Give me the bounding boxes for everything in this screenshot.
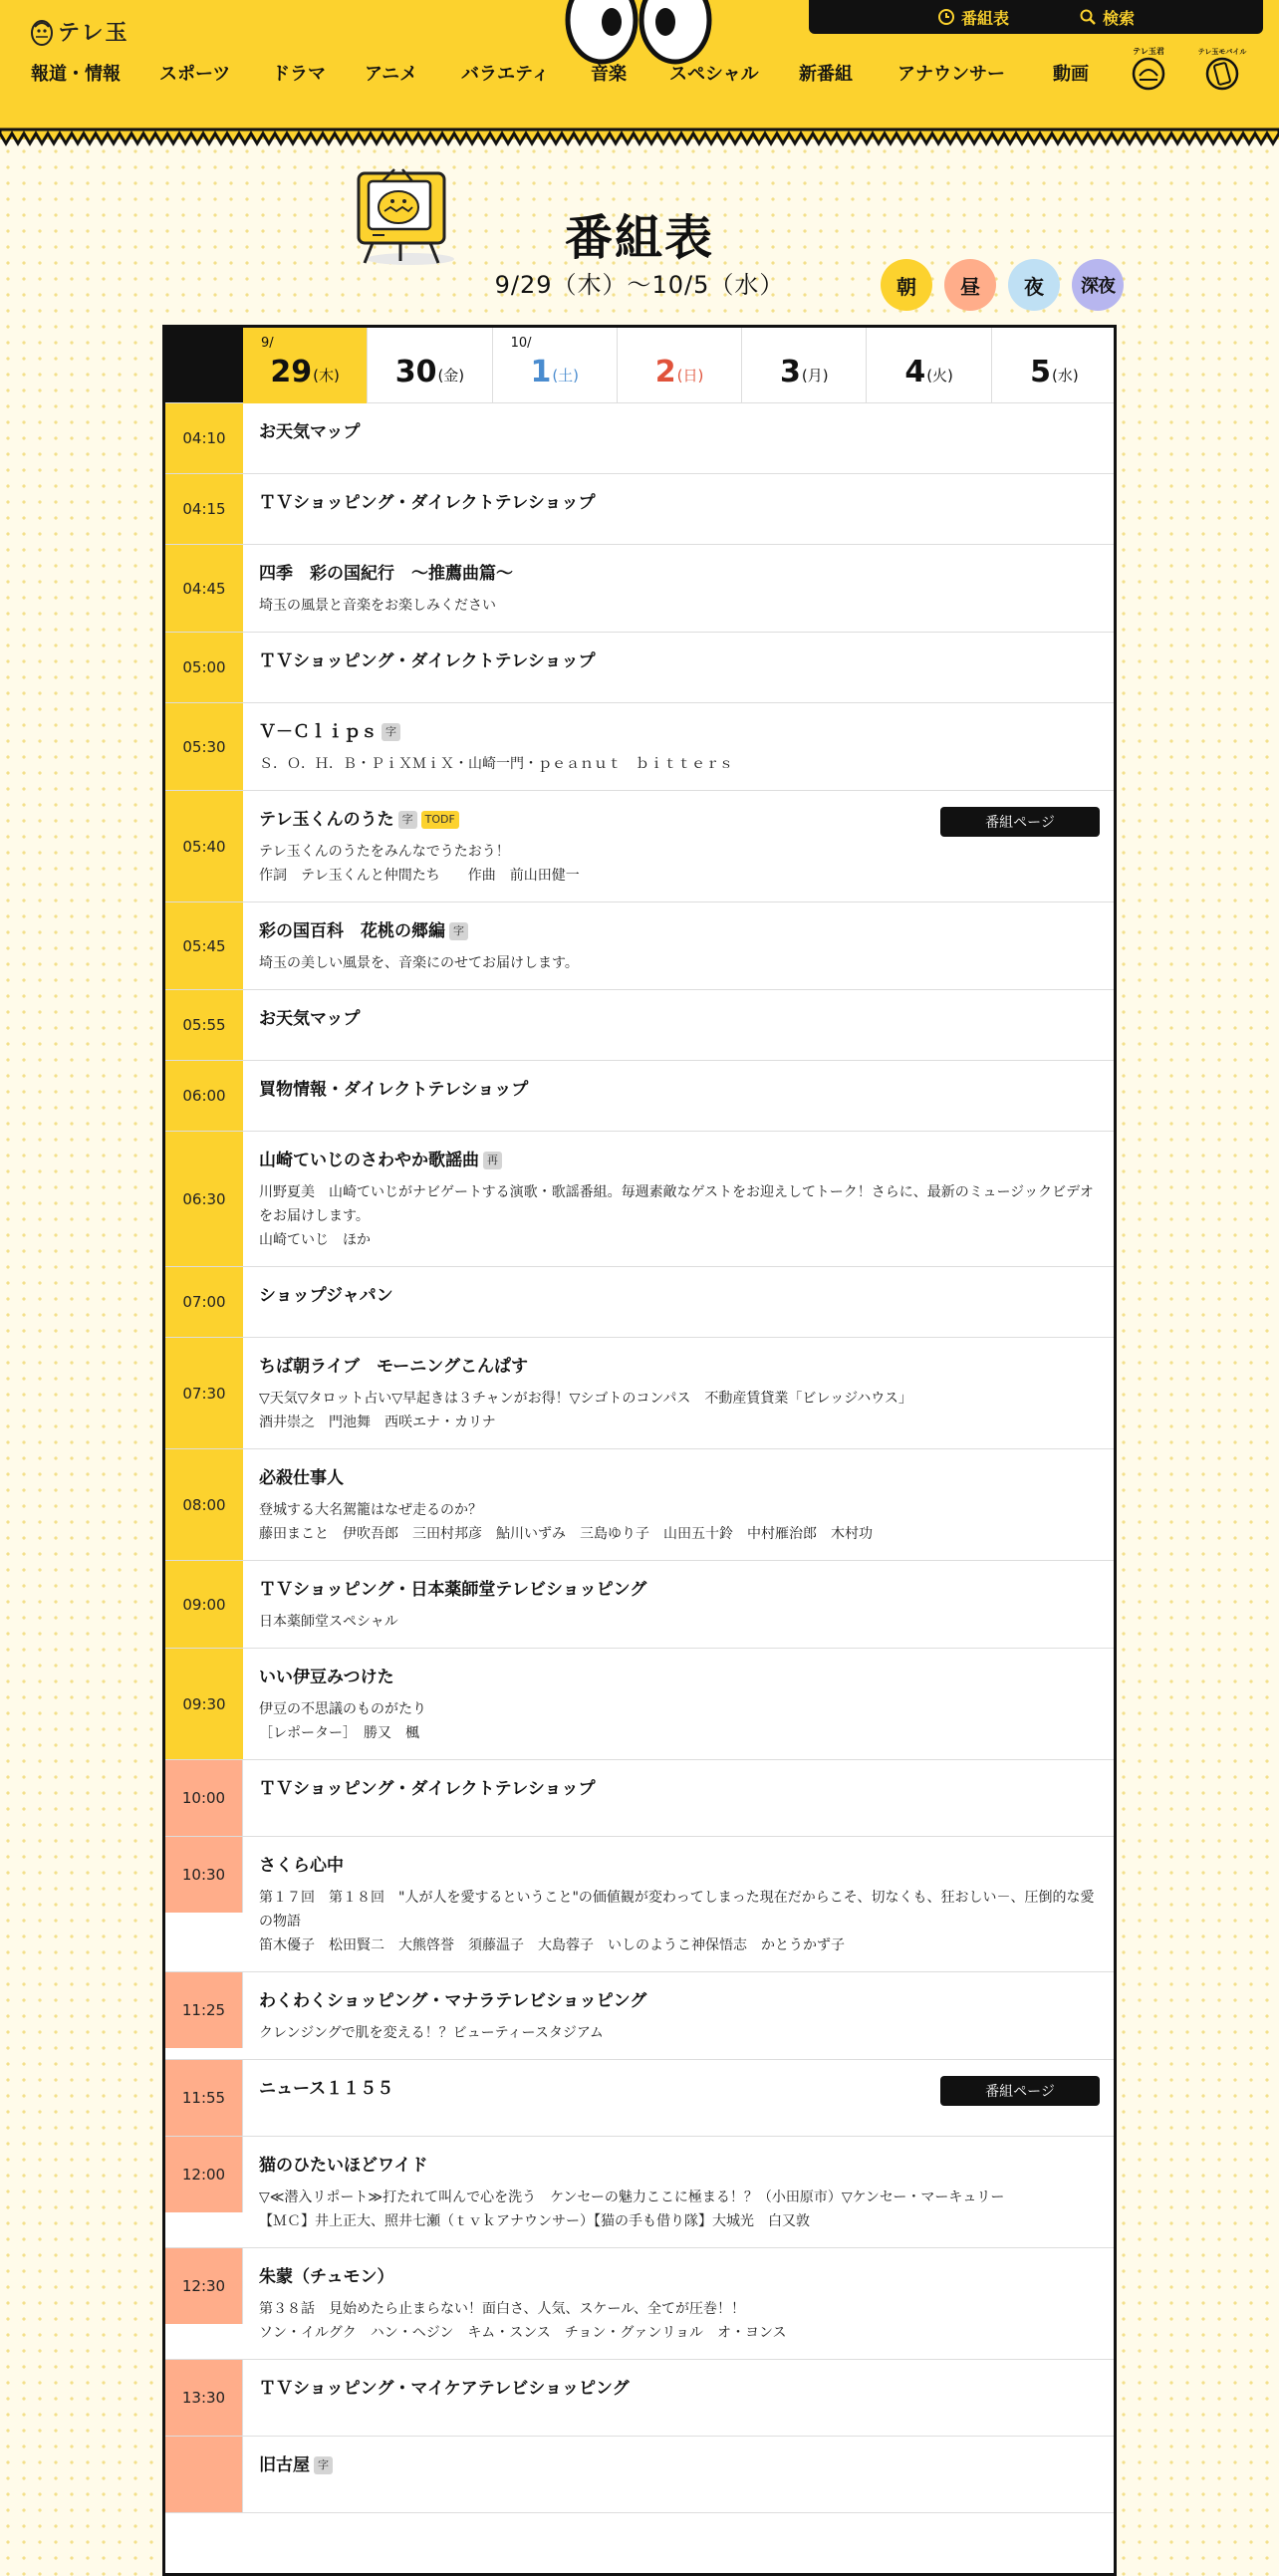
program-title[interactable]: わくわくショッピング・マナラテレビショッピング — [259, 1991, 647, 2011]
day-weekday: (日) — [676, 366, 704, 385]
program-title-row — [259, 2377, 1098, 2401]
program-row[interactable] — [165, 403, 1114, 474]
program-body — [243, 791, 1114, 902]
program-body — [243, 474, 1114, 544]
mascot-eyes-icon — [564, 0, 713, 66]
program-title-row — [259, 1355, 1098, 1379]
program-description: ▽天気▽タロット占い▽早起きは３チャンがお得！▽シゴトのコンパス 不動産賃貸業「ビレッジハウス」 酒井崇之 門池舞 西咲エナ・カリナ — [259, 1391, 912, 1430]
program-title[interactable]: 必殺仕事人 — [259, 1468, 344, 1488]
day-number: 5 — [1030, 355, 1051, 389]
program-time: 04:15 — [165, 474, 243, 544]
program-description: 日本薬師堂スペシャル — [259, 1614, 398, 1630]
program-description: クレンジングで肌を変える！？ビューティースタジアム — [259, 2025, 604, 2041]
program-title-row — [259, 720, 1098, 744]
nav-special[interactable]: スペシャル — [669, 64, 759, 85]
program-body — [243, 633, 1114, 702]
program-time: 10:00 — [165, 1760, 243, 1836]
time-of-day-filter — [881, 259, 1124, 311]
program-row[interactable] — [165, 1561, 1114, 1649]
day-weekday: (水) — [1052, 366, 1079, 385]
program-list — [165, 403, 1114, 2513]
program-badge: TODF — [421, 811, 459, 829]
program-time: 12:00 — [165, 2137, 243, 2212]
program-title-row — [259, 491, 1098, 515]
program-time — [165, 2437, 243, 2512]
program-title[interactable]: ちば朝ライブ モーニングこんぱす — [259, 1357, 528, 1377]
program-title[interactable]: 彩の国百科 花桃の郷編 — [259, 921, 445, 941]
program-title[interactable]: ＴＶショッピング・マイケアテレビショッピング — [259, 2379, 630, 2399]
program-title[interactable]: 買物情報・ダイレクトテレショップ — [259, 1080, 529, 1100]
program-body — [243, 703, 1114, 790]
nav-news[interactable]: 報道・情報 — [31, 64, 121, 85]
nav-sports[interactable]: スポーツ — [159, 64, 231, 85]
program-row[interactable] — [165, 1338, 1114, 1449]
program-title-row — [259, 1007, 1098, 1031]
program-row[interactable] — [165, 2060, 1114, 2137]
site-logo[interactable] — [30, 14, 129, 48]
program-title-row — [259, 2265, 1098, 2289]
program-title-row — [259, 1578, 1098, 1602]
program-time: 12:30 — [165, 2248, 243, 2324]
program-time: 07:30 — [165, 1338, 243, 1448]
program-row[interactable] — [165, 1649, 1114, 1760]
day-number: 4 — [904, 355, 926, 389]
program-description: テレ玉くんのうたをみんなでうたおう！ 作詞 テレ玉くんと仲間たち 作曲 前山田健一 — [259, 844, 580, 884]
program-row[interactable] — [165, 474, 1114, 545]
program-row[interactable] — [165, 990, 1114, 1061]
program-title-row — [259, 1666, 1098, 1689]
program-description: 登城する大名駕籠はなぜ走るのか？ 藤田まこと 伊吹吾郎 三田村邦彦 鮎川いずみ 三島ゆり子 山田五十鈴 中村雁治郎 木村功 — [259, 1502, 873, 1542]
logo-text: テレ玉 — [58, 20, 129, 46]
day-selector-row — [165, 328, 1114, 403]
day-row-corner — [165, 328, 243, 402]
program-description: 伊豆の不思議のものがたり ［レポーター］ 勝又 楓 — [259, 1701, 426, 1741]
program-title[interactable]: 猫のひたいほどワイド — [259, 2156, 428, 2176]
program-time: 09:30 — [165, 1649, 243, 1759]
time-button-late-night[interactable]: 深夜 — [1072, 259, 1124, 311]
program-time: 08:00 — [165, 1449, 243, 1560]
day-tab[interactable] — [867, 328, 991, 403]
program-body — [243, 1972, 1114, 2059]
program-title[interactable]: 朱蒙（チュモン） — [259, 2267, 394, 2287]
clock-icon — [937, 8, 955, 26]
program-badge: 字 — [314, 2456, 333, 2474]
day-tab[interactable] — [493, 328, 618, 403]
day-weekday: (金) — [437, 366, 465, 385]
program-row[interactable] — [165, 791, 1114, 902]
program-body — [243, 2360, 1114, 2436]
terecco-mascot-icon — [30, 14, 54, 48]
mobile-icon[interactable] — [1197, 44, 1247, 92]
program-time: 05:55 — [165, 990, 243, 1060]
program-row[interactable] — [165, 1760, 1114, 1837]
program-title-row — [259, 1777, 1098, 1801]
program-title-row — [259, 1078, 1098, 1102]
program-body — [243, 1649, 1114, 1759]
program-schedule-table — [162, 325, 1117, 2576]
day-tab[interactable] — [992, 328, 1117, 403]
program-body — [243, 545, 1114, 632]
program-title[interactable]: テレ玉くんのうた — [259, 810, 394, 830]
day-number: 3 — [780, 355, 801, 389]
program-title-row — [259, 1989, 1098, 2013]
nav-anime[interactable]: アニメ — [365, 64, 418, 85]
program-description: 埼玉の美しい風景を、音楽にのせてお届けします。 — [259, 955, 579, 971]
program-body — [243, 902, 1114, 989]
day-number: 2 — [654, 355, 676, 389]
teletama-kun-icon[interactable] — [1128, 44, 1169, 92]
program-title[interactable]: 旧古屋 — [259, 2455, 310, 2475]
program-time: 13:30 — [165, 2360, 243, 2436]
program-time: 06:00 — [165, 1061, 243, 1131]
site-header — [0, 0, 1279, 139]
search-link-label: 検索 — [1103, 8, 1136, 28]
program-title-row — [259, 2154, 1098, 2178]
program-time: 05:30 — [165, 703, 243, 790]
program-title-row — [259, 420, 1098, 444]
program-row[interactable] — [165, 2248, 1114, 2360]
day-tab[interactable] — [742, 328, 867, 403]
nav-variety[interactable]: バラエティ — [461, 64, 550, 85]
program-time: 11:55 — [165, 2060, 243, 2136]
program-title[interactable]: ニュース１１５５ — [259, 2079, 394, 2099]
program-row[interactable] — [165, 1267, 1114, 1338]
time-button-morning[interactable]: 朝 — [881, 259, 932, 311]
search-icon — [1079, 8, 1097, 26]
program-title-row — [259, 1466, 1098, 1490]
time-button-night[interactable]: 夜 — [1008, 259, 1060, 311]
program-title[interactable]: いい伊豆みつけた — [259, 1668, 394, 1687]
program-body — [243, 1338, 1114, 1448]
program-row[interactable] — [165, 633, 1114, 703]
page-title: 番組表 — [564, 210, 714, 266]
program-time: 09:00 — [165, 1561, 243, 1648]
program-time: 10:30 — [165, 1837, 243, 1913]
program-time: 06:30 — [165, 1132, 243, 1266]
program-title[interactable]: ＴＶショッピング・ダイレクトテレショップ — [259, 493, 596, 513]
program-title[interactable]: Ｖ－Ｃｌｉｐｓ — [259, 722, 378, 742]
program-title[interactable]: さくら心中 — [259, 1856, 344, 1876]
day-number: 1 — [530, 355, 552, 389]
program-description: 第１７回 第１８回 "人が人を愛するということ"の価値観が変わってしまった現在だからこそ、切なくも、狂おしい－、圧倒的な愛の物語 笛木優子 松田賢二 大熊啓誉 須藤温子 大島蓉子 いしのようこ神保悟志 かとうかず子 — [259, 1890, 1095, 1953]
program-title[interactable]: 山崎ていじのさわやか歌謡曲 — [259, 1151, 479, 1170]
program-description: 川野夏美 山崎ていじがナビゲートする演歌・歌謡番組。毎週素敵なゲストをお迎えしてトーク！さらに、最新のミュージックビデオをお届けします。 山崎ていじ ほか — [259, 1184, 1094, 1248]
program-badge: 字 — [449, 922, 468, 940]
day-tab[interactable] — [243, 328, 368, 403]
program-body — [243, 403, 1114, 473]
nav-drama[interactable]: ドラマ — [272, 64, 326, 85]
program-row[interactable] — [165, 1449, 1114, 1561]
program-title-row — [259, 2453, 1098, 2477]
day-tab[interactable] — [618, 328, 742, 403]
nav-new-programs[interactable]: 新番組 — [799, 64, 853, 85]
program-title[interactable]: ＴＶショッピング・日本薬師堂テレビショッピング — [259, 1580, 647, 1600]
program-title[interactable]: ＴＶショッピング・ダイレクトテレショップ — [259, 651, 596, 671]
time-button-daytime[interactable]: 昼 — [944, 259, 996, 311]
program-description: 埼玉の風景と音楽をお楽しみください — [259, 598, 496, 614]
nav-music[interactable]: 音楽 — [591, 64, 627, 85]
program-badge: 字 — [382, 723, 400, 741]
header-zigzag-edge — [0, 129, 1279, 149]
program-body — [243, 1449, 1114, 1560]
program-body — [243, 1561, 1114, 1648]
program-title-row — [259, 919, 1098, 943]
program-description: 第３８話 見始めたら止まらない！面白さ、人気、スケール、全てが圧巻！！ ソン・イルグク ハン・ヘジン キム・スンス チョン・グァンリョル オ・ヨンス — [259, 2301, 787, 2341]
program-body — [243, 2248, 1114, 2359]
program-body — [243, 990, 1114, 1060]
program-body — [243, 2437, 1114, 2512]
program-page-button[interactable]: 番組ページ — [940, 2076, 1100, 2106]
program-title-row — [259, 649, 1098, 673]
program-row[interactable] — [165, 2137, 1114, 2248]
program-time: 04:10 — [165, 403, 243, 473]
program-body — [243, 2137, 1114, 2247]
program-page-button[interactable]: 番組ページ — [940, 807, 1100, 837]
program-title-row — [259, 1854, 1098, 1878]
day-tab[interactable] — [368, 328, 492, 403]
program-badge: 再 — [483, 1152, 502, 1169]
day-weekday: (火) — [926, 366, 953, 385]
day-weekday: (土) — [552, 366, 580, 385]
program-body — [243, 1061, 1114, 1131]
program-body — [243, 2060, 1114, 2136]
program-description: ▽≪潜入リポート≫打たれて叫んで心を洗う ケンセーの魅力ここに極まる！？（小田原市）▽ケンセー・マーキュリー 【ＭＣ】井上正大、照井七瀬（ｔｖｋアナウンサー）【猫の手も借り隊】大城光 白又敦 — [259, 2190, 1005, 2229]
program-title[interactable]: ＴＶショッピング・ダイレクトテレショップ — [259, 1779, 596, 1799]
program-body — [243, 1760, 1114, 1836]
program-time: 05:00 — [165, 633, 243, 702]
program-row[interactable] — [165, 1132, 1114, 1267]
main-nav — [0, 60, 1279, 90]
program-time: 05:45 — [165, 902, 243, 989]
program-row[interactable] — [165, 545, 1114, 633]
program-title-row — [259, 562, 1098, 586]
tv-mascot-illustration — [353, 167, 458, 267]
schedule-link[interactable] — [937, 6, 1009, 29]
program-badge: 字 — [398, 811, 417, 829]
day-month: 9/ — [261, 336, 274, 351]
day-number: 29 — [270, 355, 313, 389]
top-utility-bar — [809, 0, 1263, 34]
program-title[interactable]: お天気マップ — [259, 1009, 361, 1029]
nav-videos[interactable]: 動画 — [1053, 64, 1089, 85]
schedule-link-label: 番組表 — [960, 8, 1009, 28]
program-row[interactable] — [165, 2437, 1114, 2513]
program-title[interactable]: お天気マップ — [259, 422, 361, 442]
program-time: 05:40 — [165, 791, 243, 902]
program-time: 07:00 — [165, 1267, 243, 1337]
program-row[interactable] — [165, 1972, 1114, 2060]
program-title-row — [259, 1149, 1098, 1172]
program-title[interactable]: 四季 彩の国紀行 ～推薦曲篇～ — [259, 564, 513, 584]
program-row[interactable] — [165, 1061, 1114, 1132]
program-title[interactable]: ショップジャパン — [259, 1286, 393, 1306]
program-description: Ｓ．Ｏ．Ｈ．Ｂ・ＰｉＸＭｉＸ・山崎一門・ｐｅａｎｕｔ ｂｉｔｔｅｒｓ — [259, 756, 733, 772]
teletama-kun-label: テレ玉君 — [1133, 47, 1164, 56]
program-time: 04:45 — [165, 545, 243, 632]
program-body — [243, 1132, 1114, 1266]
day-number: 30 — [394, 355, 437, 389]
day-month: 10/ — [510, 336, 532, 351]
program-row[interactable] — [165, 902, 1114, 990]
program-row[interactable] — [165, 1837, 1114, 1972]
search-link[interactable] — [1079, 6, 1135, 29]
date-range: 9/29（木）〜10/5（水） — [494, 271, 785, 299]
day-weekday: (木) — [313, 366, 340, 385]
mobile-icon-label: テレ玉モバイル — [1197, 48, 1247, 56]
nav-announcers[interactable]: アナウンサー — [897, 64, 1005, 85]
program-row[interactable] — [165, 2360, 1114, 2437]
program-body — [243, 1837, 1114, 1971]
day-weekday: (月) — [801, 366, 829, 385]
program-body — [243, 1267, 1114, 1337]
program-title-row — [259, 1284, 1098, 1308]
program-time: 11:25 — [165, 1972, 243, 2048]
program-row[interactable] — [165, 703, 1114, 791]
